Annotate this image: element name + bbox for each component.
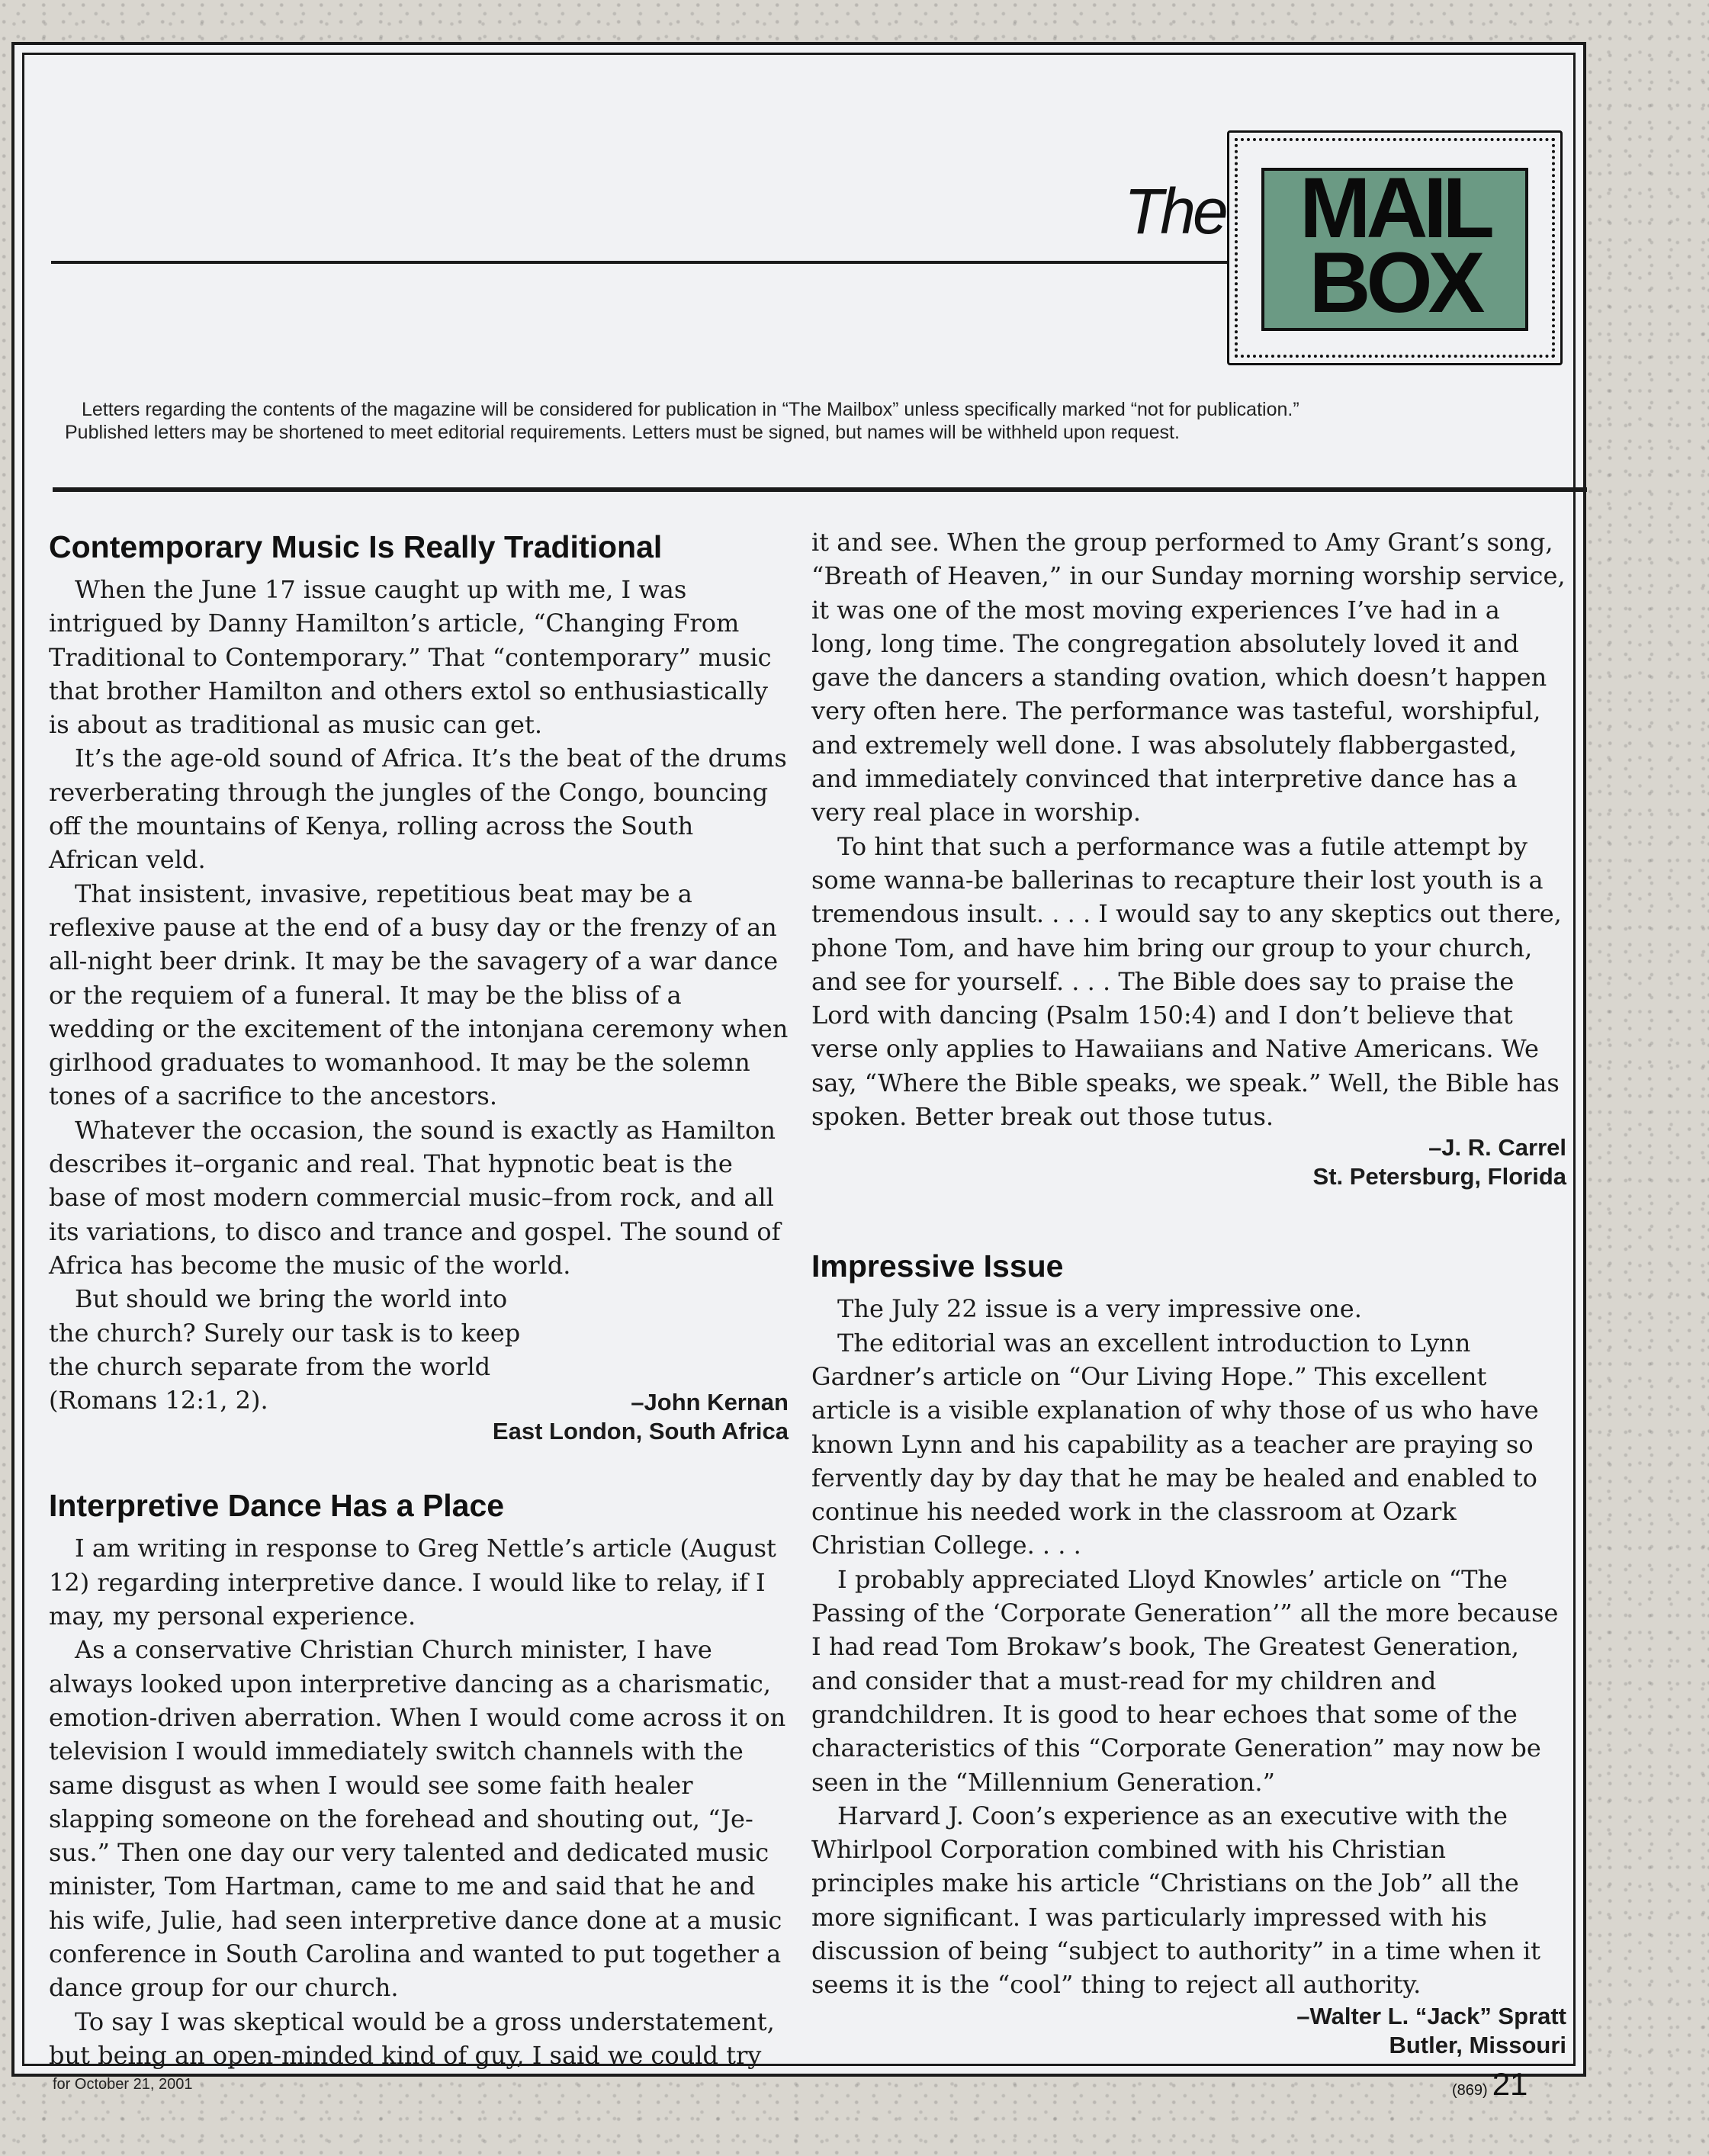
notice-line-2: Published letters may be shortened to meet editorial requirements. Letters must be signed, but names will be withheld upon request. <box>65 422 1180 443</box>
letter-paragraph: I probably appreciated Lloyd Knowles’ article on “The Passing of the ‘Corporate Generation’” all the more because I had read Tom Brokaw’s book, The Greatest Generation, and consider that a must-read for my children and grandchildren. It is good to hear echoes that some of the characteristics of this “Corporate Generation” may now be seen in the “Millennium Generation.” <box>811 1564 1559 1797</box>
letter-location: St. Petersburg, Florida <box>1312 1163 1566 1190</box>
logo-the-word: The <box>1124 175 1226 247</box>
letter-location: East London, South Africa <box>492 1418 789 1445</box>
letter-paragraph: Whatever the occasion, the sound is exactly as Hamilton describes it–organic and real. That hypnotic beat is the base of most modern commercial music–from rock, and all its variations, to disco and trance and gospel. The sound of Africa has become the music of the world. <box>49 1115 781 1280</box>
letter-continuation: it and see. When the group performed to Amy Grant’s song, “Breath of Heaven,” in our Sunday morning worship service, it was one of the most moving experiences I’ve had in a long, long time. The congregation absolutely loved it and gave the dancers a standing ovation, which doesn’t happen very often here. The performance was tasteful, worshipful, and extremely well done. I was absolutely flabbergasted, and immediately convinced that interpretive dance has a very real place in worship. <box>811 528 1566 827</box>
letter-paragraph: It’s the age-old sound of Africa. It’s the beat of the drums reverberating through the jungles of the Congo, bouncing off the mountains of Kenya, rolling across the South African veld. <box>49 744 787 875</box>
page-number: 21 <box>1492 2066 1528 2102</box>
mailbox-stamp-logo <box>1227 130 1563 365</box>
letter-headline: Interpretive Dance Has a Place <box>49 1488 505 1524</box>
letter-headline: Impressive Issue <box>811 1248 1064 1284</box>
letter-paragraph: But should we bring the world into the church? Surely our task is to keep the church separate from the world (Romans 12:1, 2). <box>49 1284 521 1415</box>
right-column <box>811 525 1566 2060</box>
letter-signature: –J. R. Carrel <box>1428 1134 1566 1162</box>
notice-line-1: Letters regarding the contents of the magazine will be considered for publication in “The Mailbox” unless specifically marked “not for publication.” <box>82 399 1299 420</box>
letter-paragraph: As a conservative Christian Church minister, I have always looked upon interpretive dancing as a charismatic, emotion-driven aberration. When I would come across it on television I would immediately switch channels with the same disgust as when I would see some faith healer slapping someone on the forehead and shouting out, “Je-sus.” Then one day our very talented and dedicated music minister, Tom Hartman, came to me and said that he and his wife, Julie, had seen interpretive dance done at a music conference in South Carolina and wanted to put together a dance group for our church. <box>49 1635 786 2003</box>
letter-headline: Contemporary Music Is Really Traditional <box>49 529 663 564</box>
left-column <box>49 525 789 2072</box>
letter-location: Butler, Missouri <box>1389 2031 1566 2058</box>
stamp-face <box>1261 160 1528 331</box>
spacer <box>49 1446 789 1484</box>
letter-paragraph: When the June 17 issue caught up with me, I was intrigued by Danny Hamilton’s article, “Changing From Traditional to Contemporary.” That “contemporary” music that brother Hamilton and others extol so enthusiastically is about as traditional as music can get. <box>49 575 772 740</box>
letter-paragraph: To say I was skeptical would be a gross understatement, but being an open-minded kind of guy, I said we could try <box>49 2007 775 2070</box>
spacer <box>811 1191 1566 1245</box>
letter-paragraph: To hint that such a performance was a futile attempt by some wanna-be ballerinas to recapture their lost youth is a tremendous insult. . . . I would say to any skeptics out there, phone Tom, and have him bring our group to your church, and see for yourself. . . . The Bible does say to praise the Lord with dancing (Psalm 150:4) and I don’t believe that verse only applies to Hawaiians and Native Americans. We say, “Where the Bible speaks, we speak.” Well, the Bible has spoken. Better break out those tutus. <box>811 831 1562 1132</box>
page-code: (869) <box>1452 2082 1488 2099</box>
letter-paragraph: I am writing in response to Greg Nettle’s article (August 12) regarding interpretive dance. I would like to relay, if I may, my personal experience. <box>49 1534 776 1631</box>
letter-paragraph: The July 22 issue is a very impressive one. <box>837 1294 1362 1324</box>
letter-paragraph: The editorial was an excellent introduction to Lynn Gardner’s article on “Our Living Hope.” This excellent article is a visible explanation of why those of us who have known Lynn and his capability as a teacher are praying so fervently day by day that he may be healed and enabled to continue his needed work in the classroom at Ozark Christian College. . . . <box>811 1328 1539 1560</box>
letter-paragraph: That insistent, invasive, repetitious beat may be a reflexive pause at the end of a busy day or the frenzy of an all-night beer drink. It may be the savagery of a war dance or the requiem of a funeral. It may be the bliss of a wedding or the excitement of the intonjana ceremony when girlhood graduates to womanhood. It may be the solemn tones of a sacrifice to the ancestors. <box>49 879 789 1111</box>
letter-signature: –Walter L. “Jack” Spratt <box>1296 2002 1566 2029</box>
issue-date: for October 21, 2001 <box>53 2076 193 2093</box>
masthead-rule <box>51 261 1229 264</box>
magazine-page <box>11 42 1586 2102</box>
logo-line-box: BOX <box>1309 235 1481 330</box>
letter-signature: –John Kernan <box>631 1389 789 1416</box>
editorial-notice <box>65 398 1572 444</box>
logo-line-mail: MAIL <box>1299 160 1490 255</box>
letter-paragraph: Harvard J. Coon’s experience as an executive with the Whirlpool Corporation combined with his Christian principles make his article “Christians on the Job” all the more significant. I was particularly impressed with his discussion of being “subject to authority” in a time when it seems it is the “cool” thing to reject all authority. <box>811 1801 1541 2000</box>
section-rule <box>53 487 1587 492</box>
